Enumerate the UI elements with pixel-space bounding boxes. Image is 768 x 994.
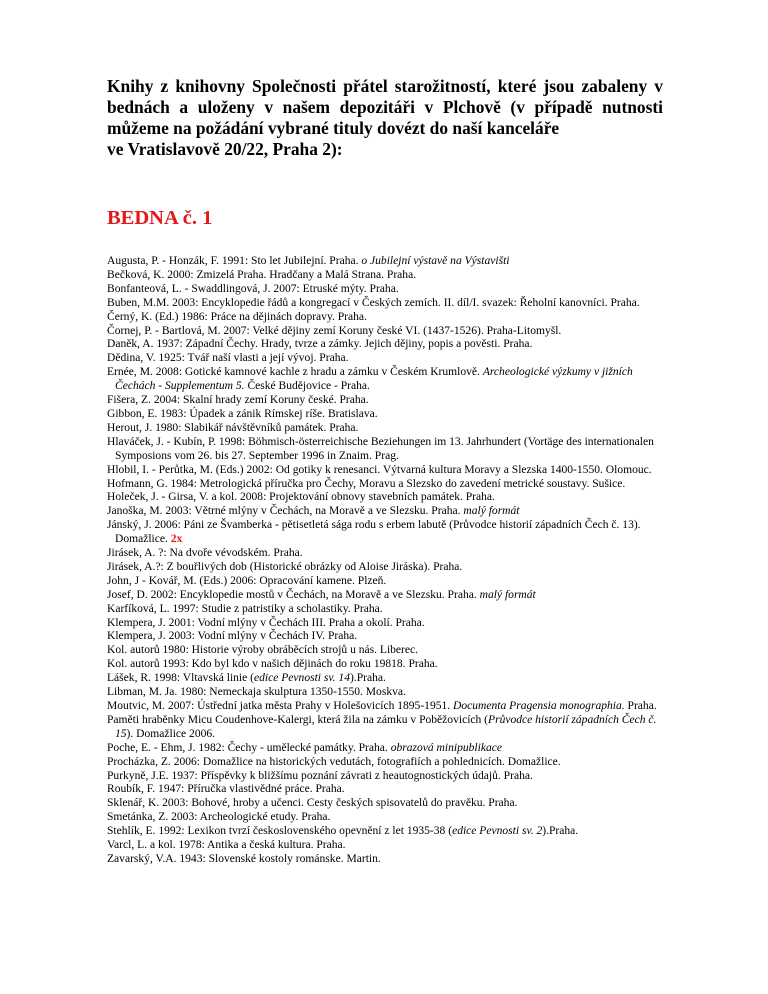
book-entry-text: Poche, E. - Ehm, J. 1982: Čechy - umělecké památky. Praha. [107, 741, 391, 754]
book-entry-series: Průvodce historií západních Čech č. 15 [115, 713, 657, 740]
book-entry-text: John, J - Kovář, M. (Eds.) 2006: Opracování kamene. Plzeň. [107, 574, 387, 587]
book-entry [107, 366, 663, 394]
book-entry-text: Kol. autorů 1980: Historie výroby obráběcích strojů u nás. Liberec. [107, 644, 419, 657]
book-entry [107, 811, 663, 825]
book-entry-text: České Budějovice - Praha. [244, 380, 370, 393]
book-entry [107, 338, 663, 352]
book-entry-series: edice Pevnosti sv. 2 [452, 825, 543, 838]
book-entry-text: Fišera, Z. 2004: Skalní hrady zemí Koruny české. Praha. [107, 394, 369, 407]
book-entry-series: obrazová minipublikace [390, 741, 502, 754]
book-entry [107, 478, 663, 492]
copy-count-badge: 2x [170, 533, 183, 546]
book-entry-text: Holeček, J. - Girsa, V. a kol. 2008: Projektování obnovy stavebních památek. Praha. [107, 491, 495, 504]
book-entry [107, 672, 663, 686]
book-entry [107, 491, 663, 505]
book-entry-text: Zavarský, V.A. 1943: Slovenské kostoly románske. Martin. [107, 852, 381, 865]
book-entry [107, 394, 663, 408]
book-entry [107, 283, 663, 297]
book-entry [107, 436, 663, 464]
book-entry-text: Gibbon, E. 1983: Úpadek a zánik Rímskej ríše. Bratislava. [107, 407, 378, 420]
book-entry-text: Varcl, L. a kol. 1978: Antika a česká kultura. Praha. [107, 839, 346, 852]
book-entry [107, 783, 663, 797]
book-entry [107, 269, 663, 283]
heading-line: ve Vratislavově 20/22, Praha 2): [107, 139, 343, 159]
book-entry-text: Josef, D. 2002: Encyklopedie mostů v Čechách, na Moravě a ve Slezsku. Praha. [107, 588, 480, 601]
book-entry [107, 547, 663, 561]
book-entry [107, 561, 663, 575]
book-entry-text: Čornej, P. - Bartlová, M. 2007: Velké dějiny zemí Koruny české VI. (1437-1526). Praha-Litomyšl. [107, 324, 562, 337]
book-entry-text: Klempera, J. 2003: Vodní mlýny v Čechách IV. Praha. [107, 630, 358, 643]
book-entry-series: o Jubilejní výstavě na Výstavišti [361, 255, 510, 267]
book-entry-text: Lášek, R. 1998: Vltavská linie ( [107, 672, 254, 685]
heading-line: Knihy z knihovny Společnosti přátel starožitností, které jsou zabaleny [107, 76, 648, 96]
book-entry-series: malý formát [463, 505, 520, 518]
book-entry [107, 839, 663, 853]
book-entry-text: Klempera, J. 2001: Vodní mlýny v Čechách III. Praha a okolí. Praha. [107, 616, 425, 629]
book-entry [107, 575, 663, 589]
book-entry-series: malý formát [479, 588, 536, 601]
book-entry [107, 422, 663, 436]
book-entry-text: ). Domažlice 2006. [126, 727, 216, 740]
book-entry-text: Jánský, J. 2006: Páni ze Švamberka - pětisetletá sága rodu s erbem labutě (Průvodce historií západních Čech č. 13). Domažlice. [107, 519, 641, 546]
book-entry-text: Moutvic, M. 2007: Ústřední jatka města Prahy v Holešovicích 1895-1951. [107, 700, 454, 712]
heading-line: v bednách a uloženy v našem depozitáři v Plchově (v případě nutnosti [107, 76, 663, 117]
book-entry [107, 756, 663, 770]
book-entry-text: Libman, M. Ja. 1980: Nemeckaja skulptura 1350-1550. Moskva. [107, 686, 406, 699]
book-entry [107, 589, 663, 603]
book-entry [107, 297, 663, 311]
book-entry-text: Černý, K. (Ed.) 1986: Práce na dějinách dopravy. Praha. [107, 310, 367, 323]
book-entry-series: edice Pevnosti sv. 14 [254, 672, 350, 685]
book-entry-text: Janoška, M. 2003: Větrné mlýny v Čechách, na Moravě a ve Slezsku. Praha. [107, 505, 464, 518]
book-entry [107, 617, 663, 631]
book-entry [107, 352, 663, 366]
book-entry [107, 325, 663, 339]
book-entry-text: Hofmann, G. 1984: Metrologická příručka pro Čechy, Moravu a Slezsko do zavedení metrické soustavy. Sušice. [107, 477, 626, 490]
book-entry-text: Bečková, K. 2000: Zmizelá Praha. Hradčany a Malá Strana. Praha. [107, 268, 417, 281]
book-entry-text: Ernée, M. 2008: Gotické kamnové kachle z hradu a zámku v Českém Krumlově. [107, 366, 483, 379]
book-entry [107, 408, 663, 422]
book-entry-text: Herout, J. 1980: Slabikář návštěvníků památek. Praha. [107, 421, 359, 434]
book-entry-text: ).Praha. [349, 672, 386, 685]
book-entry [107, 770, 663, 784]
heading-line: můžeme na požádání vybrané tituly dovézt do naší kanceláře [107, 118, 560, 138]
book-entry-text: Kol. autorů 1993: Kdo byl kdo v našich dějinách do roku 19818. Praha. [107, 658, 438, 671]
book-entry-text: Jirásek, A. ?: Na dvoře vévodském. Praha. [107, 547, 303, 560]
book-entry [107, 505, 663, 519]
book-entry [107, 603, 663, 617]
book-entry-text: ).Praha. [542, 825, 579, 838]
book-entry [107, 658, 663, 672]
book-entry [107, 825, 663, 839]
book-entry-text: Jirásek, A.?: Z bouřlivých dob (Historické obrázky od Aloise Jiráska). Praha. [107, 560, 463, 573]
book-entry-text: Hlobil, I. - Perůtka, M. (Eds.) 2002: Od gotiky k renesanci. Výtvarná kultura Moravy a Slezska 1400-1550. Olomouc. [107, 463, 652, 476]
book-entry-text: Hlaváček, J. - Kubín, P. 1998: Böhmisch-österreichische Beziehungen im 13. Jahrhundert (Vortäge des internationalen Symposions vom 26. bis 27. September 1996 in Znaim. Prag. [107, 435, 654, 462]
book-entry-text: Augusta, P. - Honzák, F. 1991: Sto let Jubilejní. Praha. [107, 255, 362, 267]
book-entry-text: Dědina, V. 1925: Tvář naší vlasti a její vývoj. Praha. [107, 352, 349, 365]
book-entry [107, 464, 663, 478]
book-entry-series: Archeologické výzkumy v jižních Čechách - Supplementum 5. [115, 366, 633, 393]
book-entry [107, 686, 663, 700]
book-entry [107, 742, 663, 756]
book-entry-text: Praha. [624, 700, 657, 712]
box-title: BEDNA č. 1 [107, 207, 213, 229]
book-entry-text: Stehlík, E. 1992: Lexikon tvrzí československého opevnění z let 1935-38 ( [107, 825, 453, 838]
book-entry [107, 311, 663, 325]
book-entry-text: Paměti hraběnky Micu Coudenhove-Kalergi, která žila na zámku v Poběžovicích ( [107, 713, 489, 726]
document-page [107, 76, 663, 883]
book-entry-text: Procházka, Z. 2006: Domažlice na historických vedutách, fotografiích a pohlednicích. Domažlice. [107, 755, 561, 768]
book-list [107, 255, 663, 867]
book-entry [107, 630, 663, 644]
book-entry [107, 700, 663, 714]
book-entry-text: Buben, M.M. 2003: Encyklopedie řádů a kongregací v Českých zemích. II. díl/I. svazek: Řeholní kanovníci. Praha. [107, 296, 640, 309]
document-heading [107, 76, 663, 181]
book-entry-series: Documenta Pragensia monographia. [453, 700, 625, 712]
book-entry-text: Karfíková, L. 1997: Studie z patristiky a scholastiky. Praha. [107, 602, 383, 615]
book-entry-text: Bonfanteová, L. - Swaddlingová, J. 2007: Etruské mýty. Praha. [107, 282, 399, 295]
book-entry-text: Roubík, F. 1947: Příručka vlastivědné práce. Praha. [107, 783, 345, 796]
book-entry [107, 853, 663, 867]
book-entry [107, 255, 663, 269]
book-entry [107, 714, 663, 742]
book-entry-text: Purkyně, J.E. 1937: Příspěvky k bližšímu poznání závrati z heautognostických údajů. Praha. [107, 769, 533, 782]
book-entry-text: Smetánka, Z. 2003: Archeologické etudy. Praha. [107, 811, 331, 824]
book-entry-text: Sklenář, K. 2003: Bohové, hroby a učenci. Cesty českých spisovatelů do pravěku. Praha. [107, 797, 518, 810]
book-entry [107, 644, 663, 658]
book-entry-text: Daněk, A. 1937: Západní Čechy. Hrady, tvrze a zámky. Jejich dějiny, popis a pověsti. Praha. [107, 338, 533, 351]
book-entry [107, 797, 663, 811]
book-entry [107, 519, 663, 547]
